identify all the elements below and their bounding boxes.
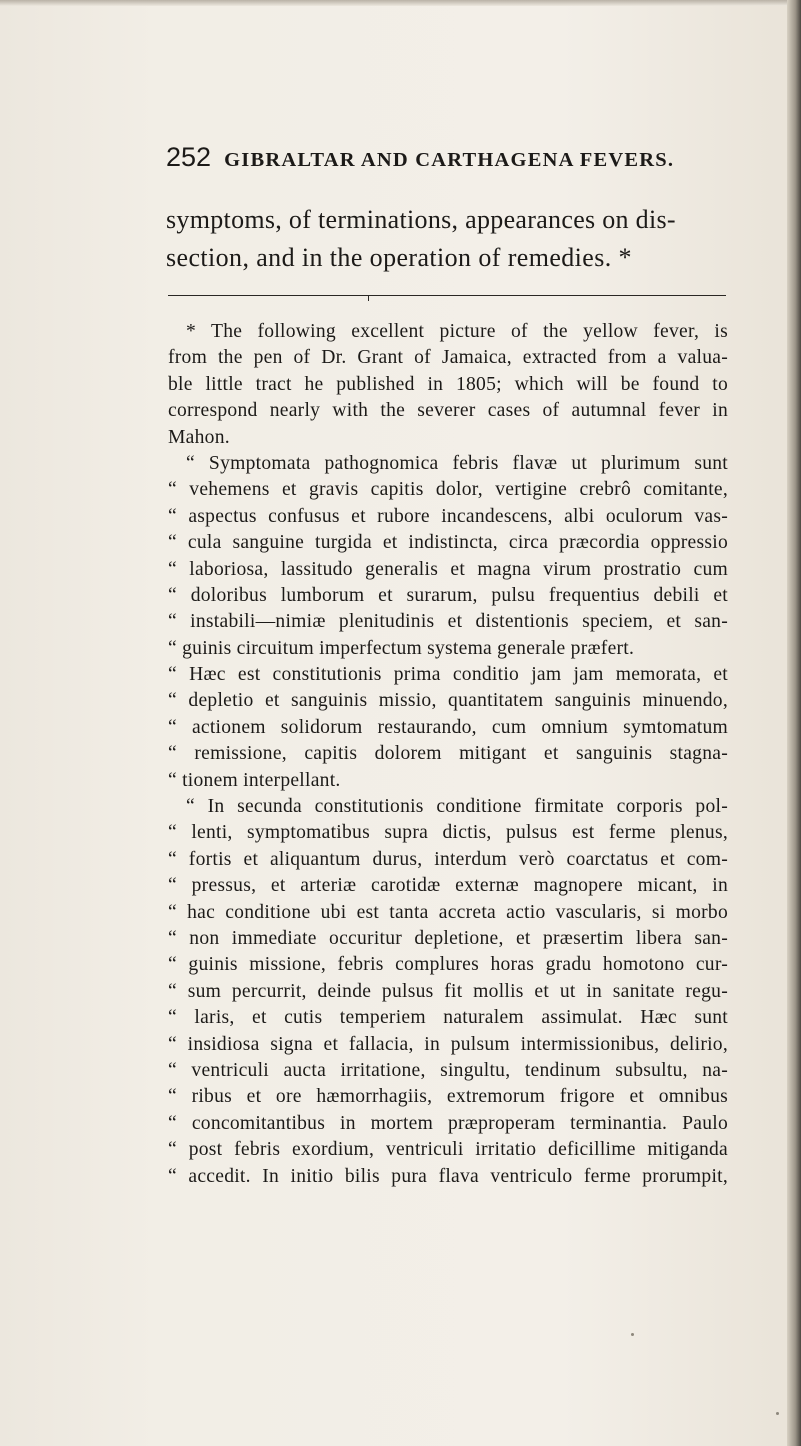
quote-line: “ actionem solidorum restaurando, cum omnium symtomatum bbox=[168, 716, 728, 738]
quote-line: “ guinis missione, febris complures horas gradu homotono cur- bbox=[168, 954, 728, 976]
quote-line: “ depletio et sanguinis missio, quantitatem sanguinis minuendo, bbox=[168, 690, 728, 712]
running-title: GIBRALTAR AND CARTHAGENA FEVERS. bbox=[224, 149, 675, 171]
quote-line: “ In secunda constitutionis conditione firmitate corporis pol- bbox=[186, 796, 728, 818]
quote-line: “ instabili—nimiæ plenitudinis et distentionis speciem, et san- bbox=[168, 611, 728, 633]
footnote-rule-tick bbox=[368, 295, 369, 301]
footnote-intro-line: from the pen of Dr. Grant of Jamaica, extracted from a valua- bbox=[168, 347, 728, 369]
running-header bbox=[166, 142, 726, 182]
body-line: section, and in the operation of remedies. * bbox=[166, 243, 632, 272]
quote-line: “ laris, et cutis temperiem naturalem assimulat. Hæc sunt bbox=[168, 1007, 728, 1029]
paper-speck bbox=[776, 1412, 779, 1415]
quote-line: “ vehemens et gravis capitis dolor, vertigine crebrô comitante, bbox=[168, 479, 728, 501]
footnote-intro-line: Mahon. bbox=[168, 426, 230, 448]
quote-line: “ cula sanguine turgida et indistincta, circa præcordia oppressio bbox=[168, 532, 728, 554]
quote-line: “ pressus, et arteriæ carotidæ externæ magnopere micant, in bbox=[168, 875, 728, 897]
quote-line: “ ribus et ore hæmorrhagiis, extremorum frigore et omnibus bbox=[168, 1086, 728, 1108]
page-binding-edge bbox=[787, 0, 801, 1446]
quote-line: “ fortis et aliquantum durus, interdum verò coarctatus et com- bbox=[168, 848, 728, 870]
quote-line: “ Symptomata pathognomica febris flavæ ut plurimum sunt bbox=[186, 452, 728, 474]
quote-line: “ sum percurrit, deinde pulsus fit mollis et ut in sanitate regu- bbox=[168, 980, 728, 1002]
quote-line: “ doloribus lumborum et surarum, pulsu frequentius debili et bbox=[168, 584, 728, 606]
quote-line: “ remissione, capitis dolorem mitigant et sanguinis stagna- bbox=[168, 743, 728, 765]
quote-line: “ non immediate occuritur depletione, et præsertim libera san- bbox=[168, 927, 728, 949]
footnote-intro bbox=[168, 319, 728, 451]
body-line: symptoms, of terminations, appearances on dis- bbox=[166, 205, 676, 234]
quote-line: “ insidiosa signa et fallacia, in pulsum intermissionibus, delirio, bbox=[168, 1033, 728, 1055]
quote-line: “ aspectus confusus et rubore incandescens, albi oculorum vas- bbox=[168, 505, 728, 527]
quote-line: “ guinis circuitum imperfectum systema generale præfert. bbox=[168, 637, 635, 659]
quote-line: “ concomitantibus in mortem præproperam terminantia. Paulo bbox=[168, 1112, 728, 1134]
quote-line: “ tionem interpellant. bbox=[168, 769, 341, 791]
quote-line: “ laboriosa, lassitudo generalis et magna virum prostratio cum bbox=[168, 558, 728, 580]
footnote bbox=[168, 319, 728, 1190]
footnote-separator-rule bbox=[168, 295, 726, 296]
quote-line: “ ventriculi aucta irritatione, singultu, tendinum subsultu, na- bbox=[168, 1059, 728, 1081]
footnote-intro-line: correspond nearly with the severer cases of autumnal fever in bbox=[168, 400, 728, 422]
quote-line: “ hac conditione ubi est tanta accreta actio vascularis, si morbo bbox=[168, 901, 728, 923]
quote-line: “ lenti, symptomatibus supra dictis, pulsus est ferme plenus, bbox=[168, 822, 728, 844]
quote-line: “ post febris exordium, ventriculi irritatio deficillime mitiganda bbox=[168, 1139, 728, 1161]
quote-line: “ accedit. In initio bilis pura flava ventriculo ferme prorumpit, bbox=[168, 1165, 728, 1187]
page-top-edge bbox=[0, 0, 801, 6]
quote-line: “ Hæc est constitutionis prima conditio jam jam memorata, et bbox=[168, 664, 728, 686]
footnote-intro-line: * The following excellent picture of the yellow fever, is bbox=[186, 321, 728, 342]
page-number: 252 bbox=[166, 142, 212, 172]
footnote-intro-line: ble little tract he published in 1805; which will be found to bbox=[168, 373, 728, 395]
paper-speck bbox=[631, 1333, 634, 1336]
latin-quotation bbox=[168, 451, 728, 1190]
main-body-text bbox=[166, 201, 686, 277]
